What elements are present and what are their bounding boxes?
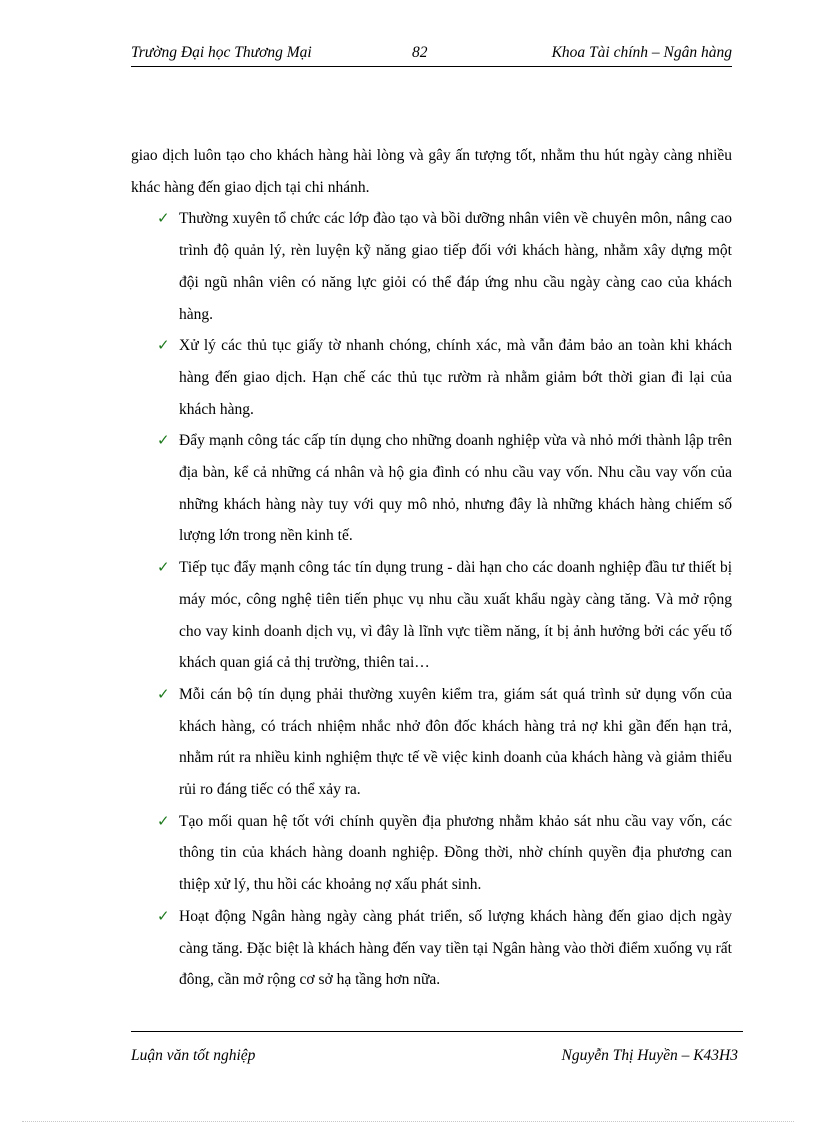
checkmark-icon: ✓ [157,209,170,228]
page-edge-dots [22,1121,794,1122]
list-item [131,806,732,901]
list-item [131,679,732,806]
list-item [131,552,732,679]
list-item-text: Hoạt động Ngân hàng ngày càng phát triển, số lượng khách hàng đến giao dịch ngày càng tăng. Đặc biệt là khách hàng đến vay tiền tại Ngân hàng vào thời điểm xuống vụ rất đông, cần mở rộng cơ sở hạ tầng hơn nữa. [179,907,732,989]
intro-paragraph: giao dịch luôn tạo cho khách hàng hài lòng và gây ấn tượng tốt, nhằm thu hút ngày càng nhiều khác hàng đến giao dịch tại chi nhánh. [131,147,732,196]
list-item-text: Đẩy mạnh công tác cấp tín dụng cho những doanh nghiệp vừa và nhỏ mới thành lập trên địa bàn, kể cả những cá nhân và hộ gia đình có nhu cầu vay vốn. Nhu cầu vay vốn của những khách hàng này tuy với quy mô nhỏ, nhưng đây là những khách hàng chiếm số lượng lớn trong nền kinh tế. [179,432,732,545]
page-footer [131,1047,738,1069]
list-item-text: Tiếp tục đẩy mạnh công tác tín dụng trung - dài hạn cho các doanh nghiệp đầu tư thiết bị máy móc, công nghệ tiên tiến phục vụ nhu cầu xuất khẩu ngày càng tăng. Và mở rộng cho vay kinh doanh dịch vụ, vì đây là lĩnh vực tiềm năng, ít bị ảnh hưởng bởi các yếu tố khách quan giá cả thị trường, thiên tai… [179,559,732,672]
list-item [131,425,732,552]
list-item-text: Xử lý các thủ tục giấy tờ nhanh chóng, chính xác, mà vẫn đảm bảo an toàn khi khách hàng đến giao dịch. Hạn chế các thủ tục rườm rà nhằm giảm bớt thời gian đi lại của khách hàng. [179,337,732,418]
header-faculty: Khoa Tài chính – Ngân hàng [551,44,732,61]
footer-left: Luận văn tốt nghiệp [131,1047,256,1064]
page-header [131,42,732,67]
checkmark-icon: ✓ [157,336,170,355]
checkmark-icon: ✓ [157,431,170,450]
page-number: 82 [412,44,428,61]
list-item [131,901,732,996]
footer-divider [131,1031,743,1032]
list-item [131,330,732,425]
list-item-text: Tạo mối quan hệ tốt với chính quyền địa phương nhằm khảo sát nhu cầu vay vốn, các thông tin của khách hàng doanh nghiệp. Đồng thời, nhờ chính quyền địa phương can thiệp xử lý, thu hồi các khoảng nợ xấu phát sinh. [179,812,732,894]
checkmark-icon: ✓ [157,684,170,703]
document-body [131,140,732,996]
list-item [131,203,732,330]
list-item-text: Thường xuyên tổ chức các lớp đào tạo và bồi dưỡng nhân viên về chuyên môn, nâng cao trình độ quản lý, rèn luyện kỹ năng giao tiếp đối với khách hàng, nhằm xây dựng một đội ngũ nhân viên có năng lực giỏi có thể đáp ứng nhu cầu ngày càng cao của khách hàng. [179,210,732,323]
bullet-list [131,203,732,996]
checkmark-icon: ✓ [157,558,170,577]
checkmark-icon: ✓ [157,811,170,830]
footer-author: Nguyễn Thị Huyền – K43H3 [561,1047,738,1064]
header-school: Trường Đại học Thương Mại [131,44,312,61]
checkmark-icon: ✓ [157,906,170,925]
list-item-text: Mỗi cán bộ tín dụng phải thường xuyên kiểm tra, giám sát quá trình sử dụng vốn của khách hàng, có trách nhiệm nhắc nhở đôn đốc khách hàng trả nợ khi gần đến hạn trả, nhằm rút ra nhiều kinh nghiệm thực tế về việc kinh doanh của khách hàng và giảm thiểu rủi ro đáng tiếc có thể xảy ra. [179,685,732,799]
